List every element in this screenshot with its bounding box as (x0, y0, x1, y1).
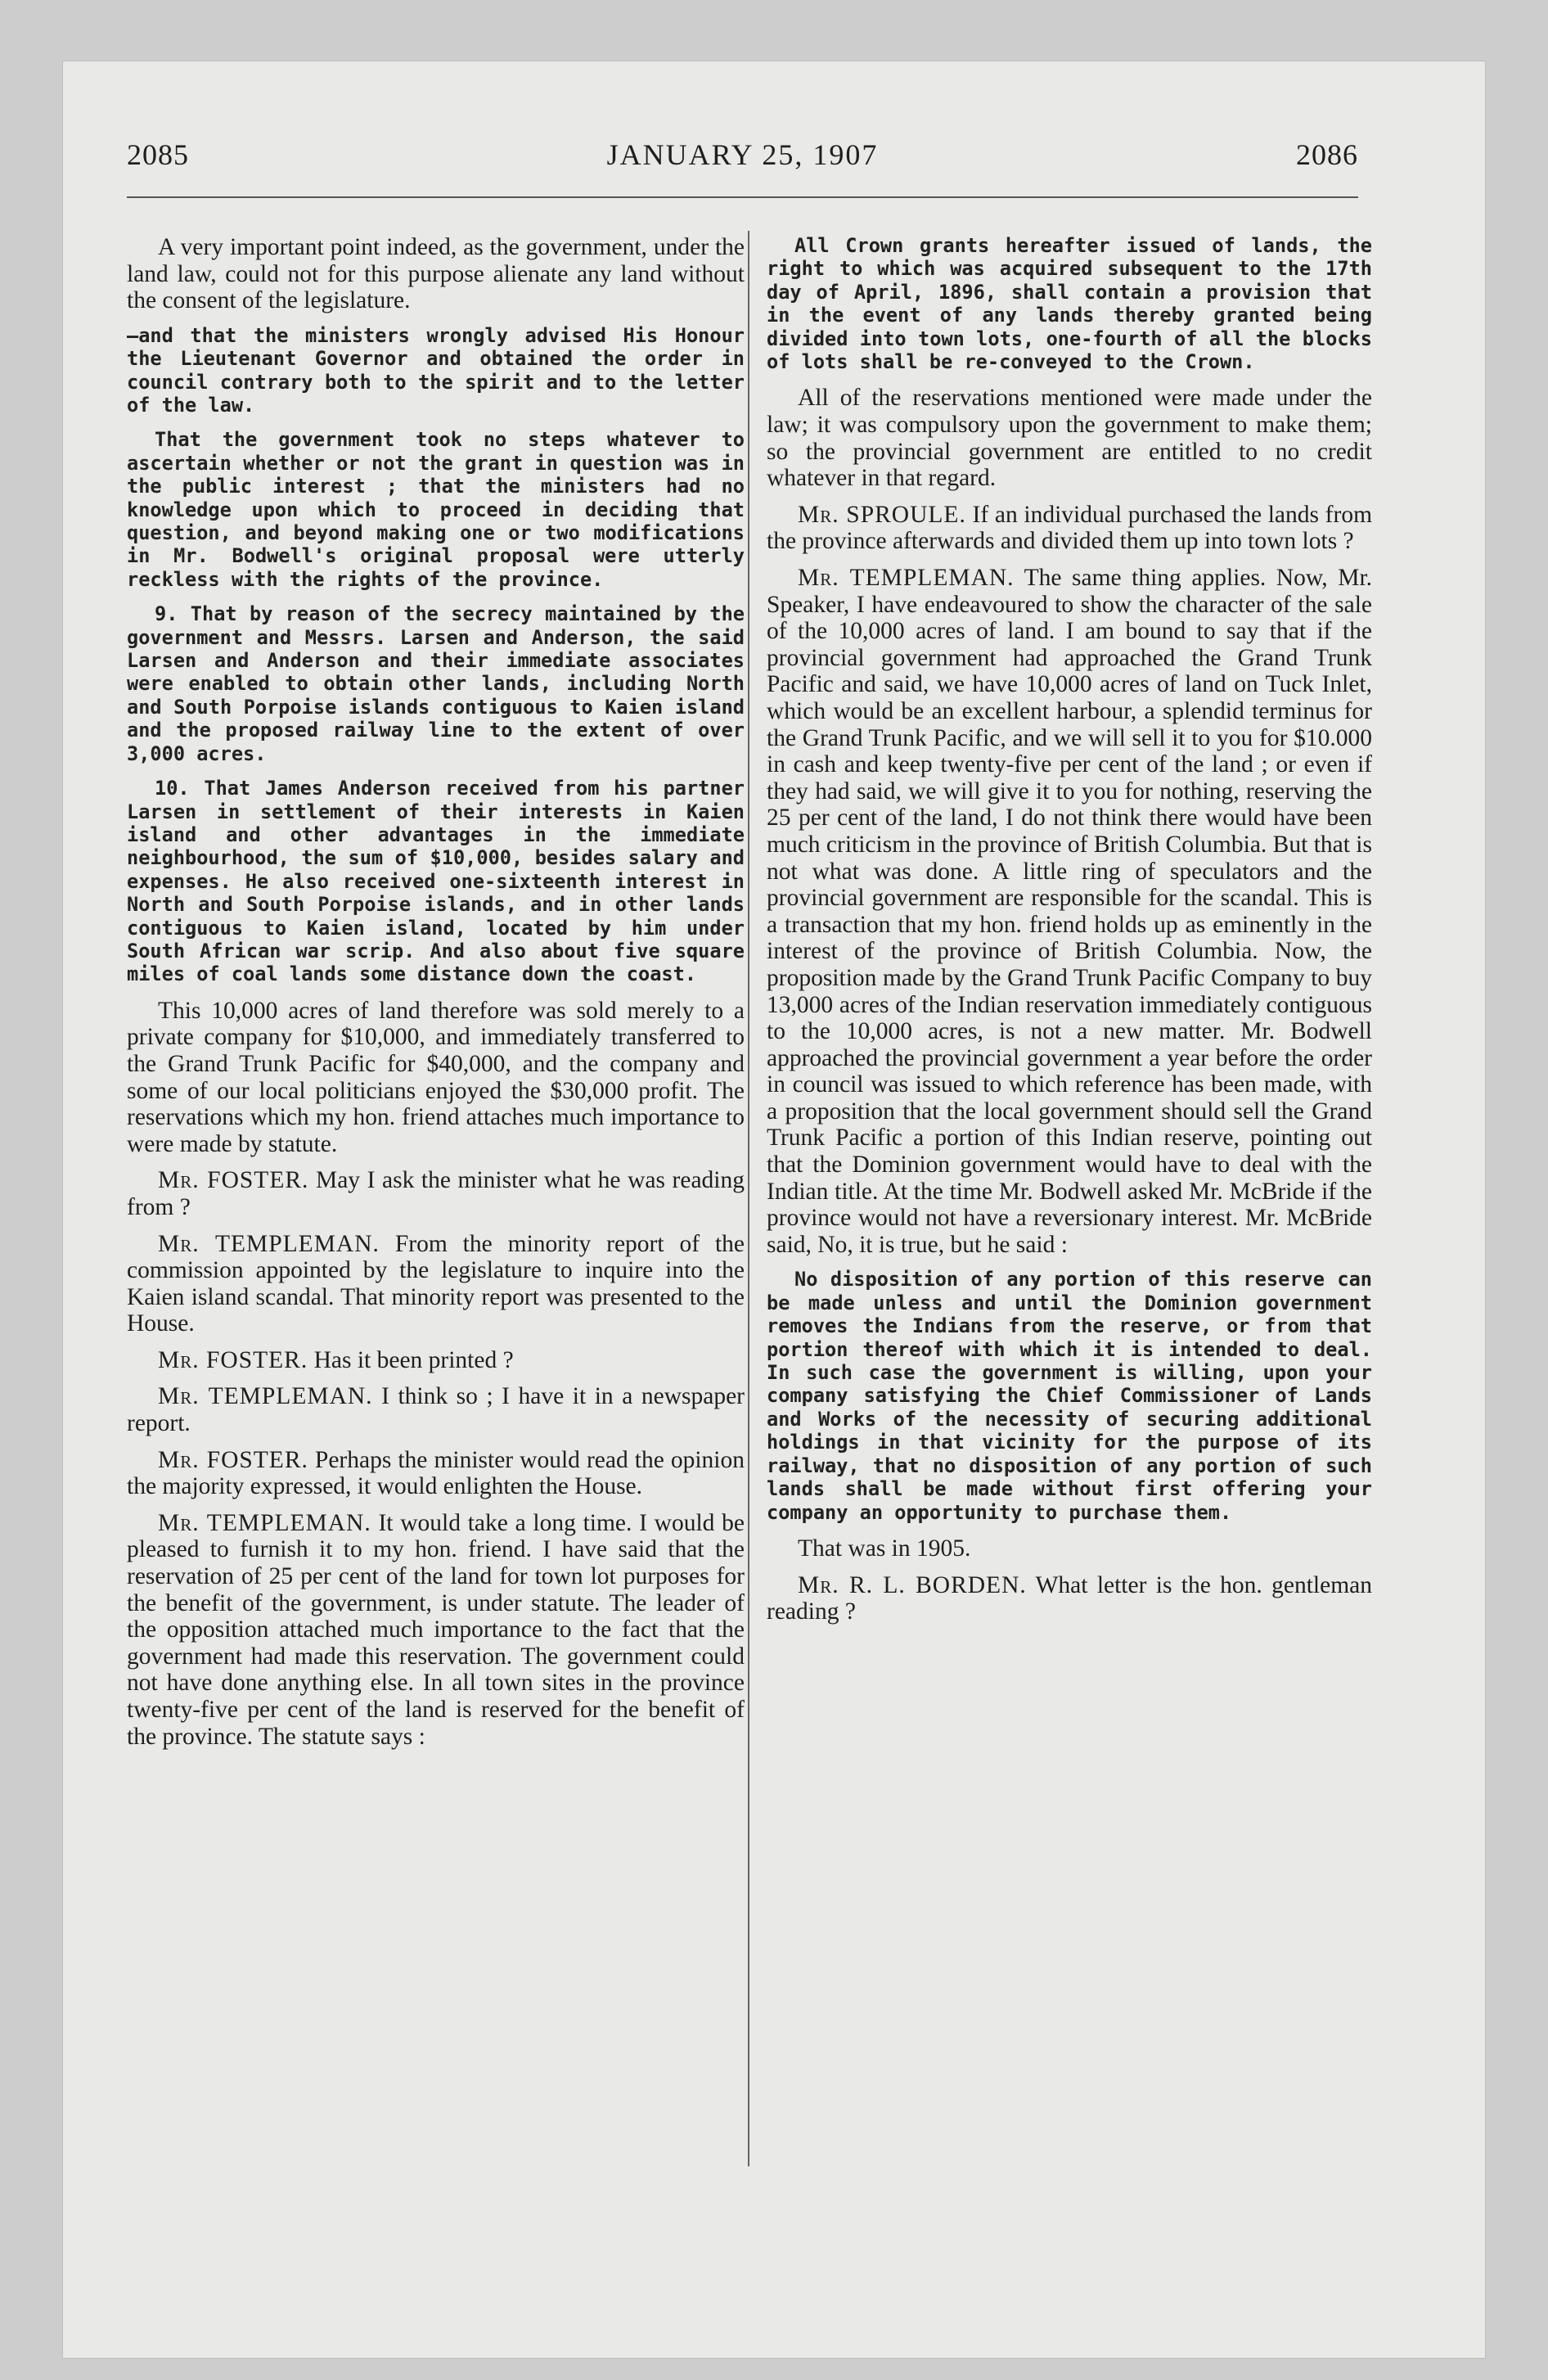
quoted-paragraph (127, 777, 745, 986)
speech-paragraph (127, 1383, 745, 1436)
speaker-name: Mr. R. L. BORDEN. (798, 1571, 1027, 1598)
speaker-name: Mr. TEMPLEMAN. (798, 565, 1015, 591)
paragraph-text: No disposition of any portion of this reserve can be made unless and until the Dominion government removes the Indians from the reserve, or from that portion thereof with which it is intended to deal. In such case the government is willing, upon your company satisfying the Chief Commissioner of Lands and Works of the necessity of securing additional holdings in that vicinity for the purpose of its railway, that no disposition of any portion of such lands shall be made without first offering your company an opportunity to purchase them. (767, 1268, 1372, 1524)
quoted-paragraph (767, 1268, 1372, 1523)
paragraph-text: The same thing applies. Now, Mr. Speaker, I have endeavoured to show the character of the sale of the 10,000 acres of land. I am bound to say that if the provincial government had approached the Grand Trunk Pacific and said, we have 10,000 acres of land on Tuck Inlet, which would be an excellent harbour, a splendid terminus for the Grand Trunk Pacific, and we will sell it to you for $10.000 in cash and keep twenty-five per cent of the land ; or even if they had said, we will give it to you for nothing, reserving the 25 per cent of the land, I do not think there would have been much criticism in the province of British Columbia. But that is not what was done. A little ring of speculators and the provincial government are responsible for the scandal. This is a transaction that my hon. friend holds up as eminently in the interest of the province of British Columbia. Now, the proposition made by the Grand Trunk Pacific Company to buy 13,000 acres of the Indian reservation immediately contiguous to the 10,000 acres, is not a new matter. Mr. Bodwell approached the provincial government a year before the order in council was issued to which reference has been made, with a proposition that the local government should sell the Grand Trunk Pacific a portion of this Indian reserve, pointing out that the Dominion government would have to deal with the Indian title. At the time Mr. Bodwell asked Mr. McBride if the province would not have a reversionary interest. Mr. McBride said, No, it is true, but he said : (767, 565, 1373, 1258)
speech-paragraph (127, 1347, 745, 1374)
quoted-paragraph (127, 324, 745, 417)
speech-paragraph (127, 1447, 745, 1500)
right-page-number: 2086 (1296, 138, 1358, 171)
left-column (127, 234, 745, 1760)
paragraph-text: What letter is the hon. gentleman reading ? (767, 1571, 1373, 1625)
paragraph-text: —and that the ministers wrongly advised His Honour the Lieutenant Governor and obtained the order in council contrary both to the spirit and to the letter of the law. (127, 323, 745, 417)
left-page-number: 2085 (127, 138, 189, 171)
speaker-name: Mr. FOSTER. (158, 1167, 309, 1194)
paragraph-text: A very important point indeed, as the government, under the land law, could not for this purpose alienate any land without the consent of the legislature. (127, 234, 745, 314)
page-header (127, 137, 1358, 178)
speaker-name: Mr. TEMPLEMAN. (158, 1383, 373, 1410)
speaker-name: Mr. TEMPLEMAN. (158, 1230, 380, 1257)
speaker-name: Mr. TEMPLEMAN. (158, 1509, 371, 1536)
paragraph-text: That the government took no steps whatever to ascertain whether or not the grant in question was in the public interest ; that the ministers had no knowledge upon which to proceed in deciding that question, and beyond making one or two modifications in Mr. Bodwell's original proposal were utterly reckless with the rights of the province. (127, 428, 745, 591)
paragraph-text: It would take a long time. I would be pleased to furnish it to my hon. friend. I have said that the reservation of 25 per cent of the land for town lot purposes for the benefit of the government, is under statute. The leader of the opposition attached much importance to the fact that the government had made this reservation. The government could not have done anything else. In all town sites in the province twenty-five per cent of the land is reserved for the benefit of the province. The statute says : (127, 1509, 745, 1750)
paragraph-text: If an individual purchased the lands from the province afterwards and divided them up into town lots ? (767, 501, 1373, 555)
paragraph-text: May I ask the minister what he was reading from ? (127, 1167, 745, 1220)
right-column (767, 234, 1372, 1635)
paragraph-text: Perhaps the minister would read the opinion the majority expressed, it would enlighten the House. (127, 1446, 745, 1500)
paragraph-text: 10. That James Anderson received from his partner Larsen in settlement of their interests in Kaien island and other advantages in the immediate neighbourhood, the sum of $10,000, besides salary and expenses. He also received one-sixteenth interest in North and South Porpoise islands, and in other lands contiguous to Kaien island, located by him under South African war scrip. And also about five square miles of coal lands some distance down the coast. (127, 777, 745, 986)
paragraph-text: I think so ; I have it in a newspaper report. (127, 1383, 745, 1437)
speech-paragraph (767, 565, 1372, 1258)
speech-paragraph (127, 1167, 745, 1220)
paragraph-text: All of the reservations mentioned were made under the law; it was compulsory upon the government to make them; so the provincial government are entitled to no credit whatever in that regard. (767, 385, 1372, 492)
column-divider (748, 231, 749, 2166)
paragraph-text: From the minority report of the commission appointed by the legislature to inquire into the Kaien island scandal. That minority report was presented to the House. (127, 1230, 745, 1337)
quoted-paragraph (767, 234, 1372, 373)
speech-paragraph (127, 1231, 745, 1337)
quoted-paragraph (127, 602, 745, 765)
speaker-name: Mr. SPROULE. (798, 501, 966, 528)
quoted-paragraph (127, 428, 745, 591)
body-paragraph (127, 234, 745, 314)
body-paragraph (127, 998, 745, 1158)
paragraph-text: That was in 1905. (798, 1535, 971, 1562)
paragraph-text: Has it been printed ? (313, 1346, 514, 1373)
paragraph-text: This 10,000 acres of land therefore was sold merely to a private company for $10,000, and immediately transferred to the Grand Trunk Pacific for $40,000, and the company and some of our local politicians enjoyed the $30,000 profit. The reservations which my hon. friend attaches much importance to were made by statute. (127, 997, 745, 1157)
speaker-name: Mr. FOSTER. (158, 1346, 308, 1373)
speaker-name: Mr. FOSTER. (158, 1446, 308, 1473)
body-paragraph (767, 385, 1372, 491)
page-date: JANUARY 25, 1907 (606, 138, 879, 171)
paragraph-text: All Crown grants hereafter issued of lands, the right to which was acquired subsequent to the 17th day of April, 1896, shall contain a provision that in the event of any lands thereby granted being divided into town lots, one-fourth of all the blocks of lots shall be re-conveyed to the Crown. (767, 234, 1372, 374)
speech-paragraph (767, 1572, 1372, 1625)
speech-paragraph (767, 502, 1372, 555)
paragraph-text: 9. That by reason of the secrecy maintained by the government and Messrs. Larsen and Anderson, the said Larsen and Anderson and their immediate associates were enabled to obtain other lands, including North and South Porpoise islands contiguous to Kaien island and the proposed railway line to the extent of over 3,000 acres. (127, 602, 745, 765)
speech-paragraph (127, 1510, 745, 1750)
header-rule (127, 196, 1358, 198)
body-paragraph (767, 1535, 1372, 1562)
